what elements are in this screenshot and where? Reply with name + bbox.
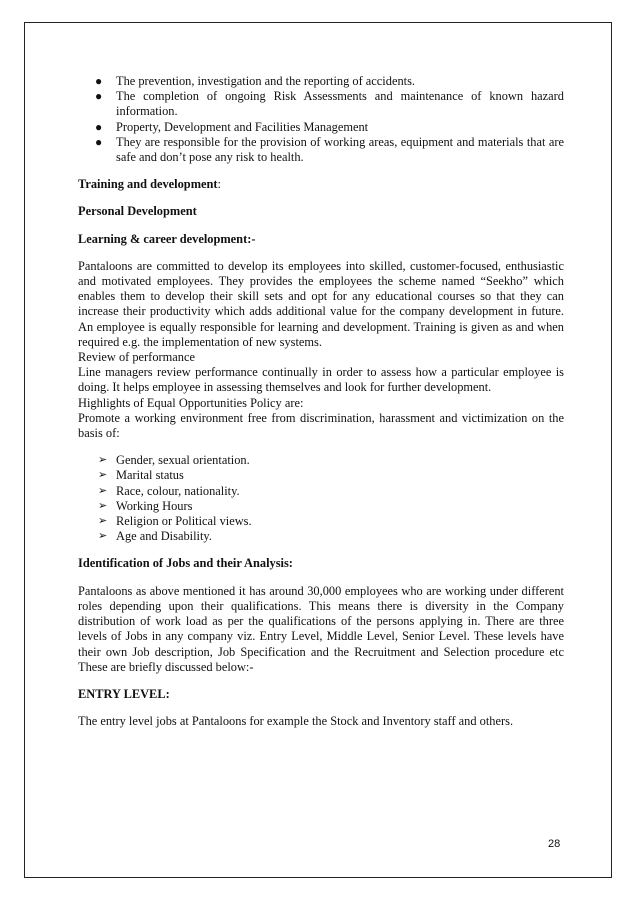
arrow-bullet-icon: ➢ [98, 484, 108, 497]
basis-list [78, 453, 564, 544]
page-number: 28 [548, 838, 561, 850]
arrow-bullet-icon: ➢ [98, 499, 108, 512]
arrow-bullet-icon: ➢ [98, 515, 108, 528]
list-item: ➢ Religion or Political views. [98, 514, 252, 529]
heading-learning-career: Learning & career development:- [78, 231, 256, 246]
arrow-bullet-icon: ➢ [98, 469, 108, 482]
list-item: ● The prevention, investigation and the reporting of accidents. [95, 74, 416, 88]
document-body [78, 74, 564, 729]
heading-training: Training and development: [78, 177, 221, 192]
arrow-bullet-icon: ➢ [98, 454, 108, 467]
bullet-dot-icon: ● [95, 119, 103, 134]
list-item: ➢ Marital status [98, 468, 184, 483]
arrow-bullet-icon: ➢ [98, 530, 108, 543]
list-item: ● The completion of ongoing Risk Assessments and maintenance of known hazard information. [95, 89, 564, 119]
paragraph-review: Line managers review performance continually in order to assess how a particular employee is doing. It helps employee in assessing themselves and look for further development. [78, 365, 564, 395]
highlights-title: Highlights of Equal Opportunities Policy are: [78, 395, 304, 410]
list-item: ● Property, Development and Facilities Management [95, 119, 369, 134]
review-title: Review of performance [78, 350, 195, 365]
bullet-dot-icon: ● [95, 134, 103, 149]
bullet-dot-icon: ● [95, 89, 103, 104]
paragraph-promote: Promote a working environment free from discrimination, harassment and victimization on the basis of: [78, 410, 564, 441]
list-item: ➢ Working Hours [98, 498, 193, 513]
heading-personal-development: Personal Development [78, 204, 197, 219]
bullet-list [78, 74, 564, 165]
list-item: ➢ Gender, sexual orientation. [98, 453, 250, 468]
bullet-dot-icon: ● [95, 74, 103, 88]
paragraph-jobs-analysis: Pantaloons as above mentioned it has around 30,000 employees who are working under different roles depending upon their qualifications. This means there is diversity in the Company distribution of work load as per the qualifications of the persons applying in. There are three levels of Jobs in any company viz. Entry Level, Middle Level, Senior Level. These levels have their own Job description, Job Specification and the Recruitment and Selection procedure etc These are briefly discussed below:- [78, 583, 564, 674]
heading-entry-level: ENTRY LEVEL: [78, 686, 170, 701]
heading-identification-jobs: Identification of Jobs and their Analysis: [78, 556, 293, 571]
paragraph-entry-level: The entry level jobs at Pantaloons for example the Stock and Inventory staff and others. [78, 714, 514, 729]
list-item: ● They are responsible for the provision of working areas, equipment and materials that are safe and don’t pose any risk to health. [95, 134, 564, 165]
list-item: ➢ Age and Disability. [98, 529, 212, 544]
list-item: ➢ Race, colour, nationality. [98, 483, 240, 498]
paragraph-pantaloons-commitment: Pantaloons are committed to develop its employees into skilled, customer-focused, enthusiastic and motivated employees. They provides the employees the scheme named “Seekho” which enables them to develop their skill sets and opt for any educational courses so that they can increase their productivity which adds additional value for the company development in future. An employee is equally responsible for learning and development. Training is given as and when required e.g. the implementation of new systems. [78, 258, 564, 349]
